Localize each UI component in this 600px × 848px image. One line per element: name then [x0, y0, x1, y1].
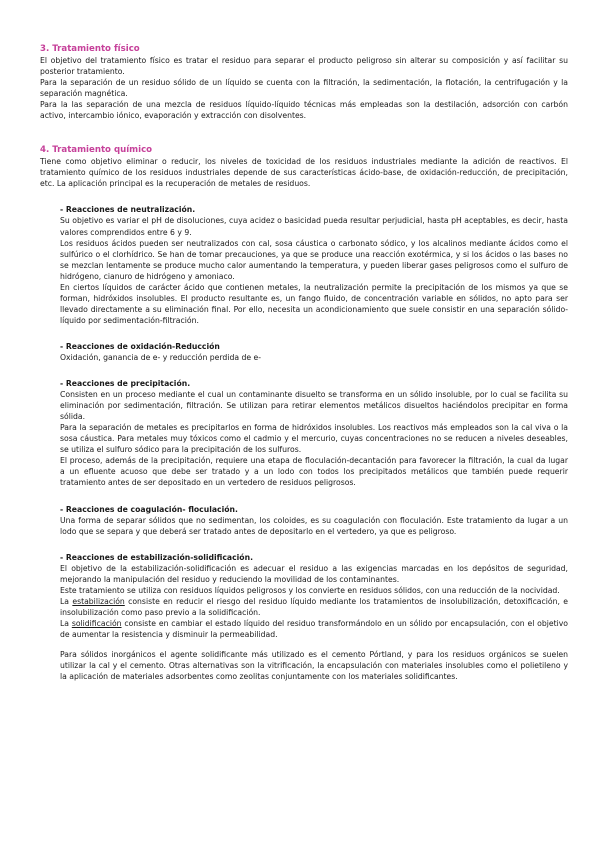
- section-heading: 3. Tratamiento físico: [40, 44, 140, 54]
- paragraph: Para la separación de un residuo sólido de un líquido se cuenta con la filtración, la sedimentación, la flotación, la centrifugación y la separación magnética.: [40, 78, 568, 99]
- paragraph-estabilizacion-def: [60, 596, 568, 618]
- term-estabilizacion: estabilización: [72, 596, 125, 606]
- paragraph: El objetivo del tratamiento físico es tratar el residuo para separar el producto peligroso sin alterar su composición y así facilitar su posterior tratamiento.: [40, 56, 568, 77]
- section-tratamiento-fisico: [40, 44, 568, 121]
- text-fragment: La: [60, 596, 73, 606]
- paragraph: El objetivo de la estabilización-solidificación es adecuar el residuo a las exigencias marcadas en los depósitos de seguridad, mejorando la manipulación del residuo y reduciendo la movilidad de los contaminantes.: [60, 563, 568, 584]
- paragraph: Tiene como objetivo eliminar o reducir, los niveles de toxicidad de los residuos industriales mediante la adición de reactivos. El tratamiento químico de los residuos industriales depende de sus características ácido-base, de oxidación-reducción, de precipitación, etc. La aplicación principal es la recuperación de metales de residuos.: [40, 157, 568, 189]
- subsection-precipitacion: [40, 378, 568, 488]
- paragraph: Consisten en un proceso mediante el cual un contaminante disuelto se transforma en un sólido insoluble, por lo cual se facilita su eliminación por sedimentación, filtración. Se utilizan para retirar elementos metálicos disueltos haciéndolos precipitar en forma sólida.: [60, 390, 568, 422]
- subsection-title: - Reacciones de precipitación.: [60, 379, 191, 389]
- subsection-estabilizacion: [40, 552, 568, 683]
- paragraph-solidificacion-def: [60, 618, 568, 640]
- document-page: [40, 44, 568, 682]
- subsection-oxidacion: [40, 341, 568, 363]
- paragraph: Para la las separación de una mezcla de residuos líquido-líquido técnicas más empleadas son la destilación, adsorción con carbón activo, intercambio iónico, evaporación y extracción con disolventes.: [40, 100, 568, 121]
- text-fragment: consiste en reducir el riesgo del residuo líquido mediante los tratamientos de insolubilización, detoxificación, e insolubilización como paso previo a la solidificación.: [60, 596, 568, 617]
- subsection-title: - Reacciones de neutralización.: [60, 205, 196, 215]
- paragraph: Este tratamiento se utiliza con residuos líquidos peligrosos y los convierte en residuos sólidos, con una reducción de la nocividad.: [60, 585, 560, 595]
- text-fragment: La: [60, 618, 72, 628]
- paragraph: Su objetivo es variar el pH de disoluciones, cuya acidez o basicidad pueda resultar perjudicial, hasta pH aceptables, es decir, hasta valores comprendidos entre 6 y 9.: [60, 216, 568, 237]
- subsection-title: - Reacciones de oxidación-Reducción: [60, 341, 220, 351]
- paragraph: Oxidación, ganancia de e- y reducción perdida de e-: [60, 352, 262, 362]
- paragraph: Una forma de separar sólidos que no sedimentan, los coloides, es su coagulación con floculación. Este tratamiento da lugar a un lodo que se separa y que deberá ser tratado antes de depositarlo en el vertedero, ya que es peligroso.: [60, 515, 568, 536]
- paragraph: Para sólidos inorgánicos el agente solidificante más utilizado es el cemento Pórtland, y para los residuos orgánicos se suelen utilizar la cal y el cemento. Otras alternativas son la vitrificación, la encapsulación con materiales insolubles como el polietileno y la aplicación de materiales adsorbentes como zeolitas conjuntamente con los materiales solidificantes.: [60, 650, 568, 682]
- text-fragment: consiste en cambiar el estado líquido del residuo transformándolo en un sólido por encapsulación, con el objetivo de aumentar la resistencia y disminuir la permeabilidad.: [60, 618, 568, 639]
- paragraph: El proceso, además de la precipitación, requiere una etapa de floculación-decantación para favorecer la filtración, la cual da lugar a un efluente acuoso que debe ser tratado y a un lodo con todos los precipitados metálicos que también puede requerir tratamiento antes de ser depositado en un vertedero de residuos peligrosos.: [60, 456, 568, 488]
- paragraph: En ciertos líquidos de carácter ácido que contienen metales, la neutralización permite la precipitación de los mismos ya que se forman, hidróxidos insolubles. El producto resultante es, un fango fluido, de concentración variable en sólidos, no apto para ser llevado directamente a su eliminación final. Por ello, necesita un acondicionamiento que suele consistir en una separación sólidolíquido por sedimentación-filtración.: [60, 282, 568, 325]
- paragraph: Los residuos ácidos pueden ser neutralizados con cal, sosa cáustica o carbonato sódico, y los alcalinos mediante ácidos como el sulfúrico o el clorhídrico. Se han de tomar precauciones, ya que se produce una reacción exotérmica, y si los ácidos o las bases no se mezclan lentamente se produce mucho calor aumentando la temperatura, y pueden liberar gases peligrosos como el sulfuro de hidrógeno, cianuro de hidrógeno y amoniaco.: [60, 238, 568, 281]
- term-solidificacion: solidificación: [71, 618, 122, 628]
- section-tratamiento-quimico: [40, 145, 568, 682]
- subsection-coagulacion: [40, 504, 568, 537]
- paragraph: Para la separación de metales es precipitarlos en forma de hidróxidos insolubles. Los reactivos más empleados son la cal viva o la sosa cáustica. Para metales muy tóxicos como el cadmio y el mercurio, cuyas concentraciones no se reducen a niveles deseables, se utiliza el sulfuro sódico para la precipitación de los sulfuros.: [60, 423, 568, 455]
- section-heading: 4. Tratamiento químico: [40, 145, 153, 156]
- subsection-title: - Reacciones de estabilización-solidificación.: [60, 552, 253, 562]
- subsection-title: - Reacciones de coagulación- floculación.: [60, 504, 238, 514]
- subsection-neutralizacion: [40, 204, 568, 326]
